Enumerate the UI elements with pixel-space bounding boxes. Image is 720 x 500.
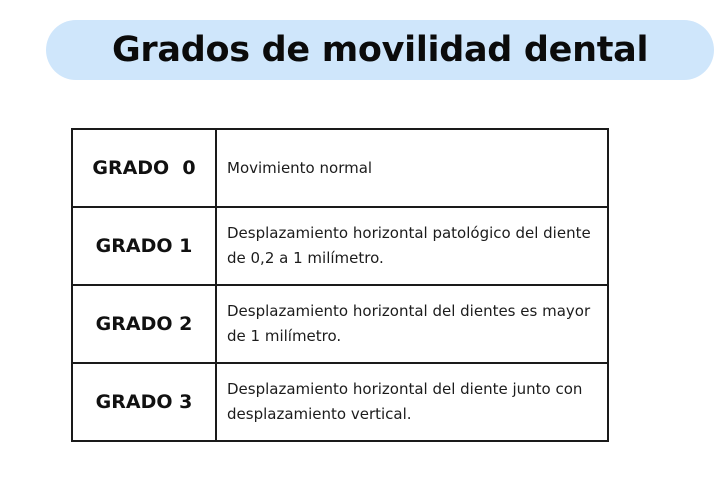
grade-label: GRADO 2 (72, 285, 216, 363)
mobility-grades-table (71, 128, 609, 442)
grade-description: Desplazamiento horizontal patológico del diente de 0,2 a 1 milímetro. (216, 207, 608, 285)
grade-description: Desplazamiento horizontal del dientes es mayor de 1 milímetro. (216, 285, 608, 363)
grade-description: Movimiento normal (216, 129, 608, 207)
grade-label: GRADO 3 (72, 363, 216, 441)
table-row (72, 129, 608, 207)
table-row (72, 285, 608, 363)
grade-label: GRADO 1 (72, 207, 216, 285)
table-row (72, 207, 608, 285)
grade-description: Desplazamiento horizontal del diente junto con desplazamiento vertical. (216, 363, 608, 441)
grade-label: GRADO 0 (72, 129, 216, 207)
page-title: Grados de movilidad dental (112, 30, 649, 70)
table-row (72, 363, 608, 441)
